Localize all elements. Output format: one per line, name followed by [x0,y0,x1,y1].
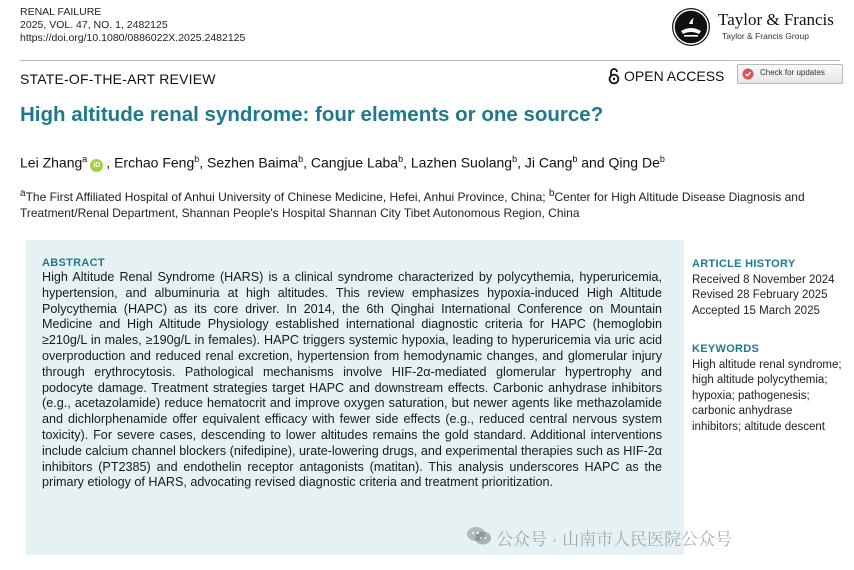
received-date: Received 8 November 2024 [692,273,835,286]
author-affiliation-marker: b [194,154,200,164]
abstract-heading: ABSTRACT [42,257,105,269]
affiliation-a-marker: a [20,188,26,199]
paper-title: High altitude renal syndrome: four elements or one source? [20,103,604,126]
author-name[interactable]: Lei Zhang [20,154,83,171]
author-name[interactable]: Erchao Feng [114,154,195,171]
open-access-label: OPEN ACCESS [624,68,725,84]
abstract-text: High Altitude Renal Syndrome (HARS) is a clinical syndrome characterized by polycythemia, hyperuricemia, hypertension, and albuminuria at high altitudes. This review emphasizes hypoxia-induced High Altitude Polycythemia (HAPC) as its core driver. In 2014, the 6th Qinghai International Conference on Mountain Medicine and High Altitude Physiology established international diagnostic criteria for HAPC (hemoglobin ≥210g/L in males, ≥190g/L in females). HAPC triggers systemic hypoxia, leading to hyperuricemia via uric acid overproduction and reduced renal excretion, hypertension from hemodynamic changes, and glomerular injury through erythrocytosis. Pathological mechanisms involve HIF-2α-mediated glomerular hypertrophy and podocyte damage. Treatment strategies target HAPC and downstream effects. Carbonic anhydrase inhibitors (e.g., acetazolamide) reduce hematocrit and improve oxygen saturation, but newer agents like methazolamide and dichlorphenamide offer equivalent efficacy with fewer side effects (e.g., reduced central nervous system toxicity). For severe cases, descending to lower altitudes remains the gold standard. Additional interventions include calcium channel blockers (nifedipine), urate-lowering drugs, and experimental therapies such as HIF-2α inhibitors (PT2385) and endothelin receptor antagonists (matitan). This analysis underscores HAPC as the primary etiology of HARS, advocating revised diagnostic criteria and treatment prioritization. [42,270,662,490]
accepted-date: Accepted 15 March 2025 [692,304,820,317]
author-name[interactable]: Lazhen Suolang [410,154,513,171]
journal-volume: 2025, VOL. 47, NO. 1, 2482125 [20,19,168,31]
keywords-heading: KEYWORDS [692,343,760,355]
publisher-name: Taylor & Francis [718,10,834,29]
revised-date: Revised 28 February 2025 [692,289,828,301]
author-name[interactable]: Ji Cang [524,154,573,171]
orcid-icon[interactable]: iD [90,159,103,172]
publisher-group: Taylor & Francis Group [722,31,809,41]
author-name[interactable]: Qing De [608,154,660,171]
author-name[interactable]: Cangjue Laba [310,154,399,171]
wechat-icon [466,526,492,546]
journal-meta [20,6,245,45]
check-updates-icon [742,68,754,80]
author-separator: , [403,154,411,171]
affiliations [20,186,840,221]
watermark-text: 公众号 · 山南市人民医院公众号 [496,530,733,549]
author-affiliation-marker: b [398,154,404,164]
header-divider [20,60,840,61]
author-affiliation-marker: b [572,154,578,164]
author-affiliation-marker: b [298,154,304,164]
article-history-heading: ARTICLE HISTORY [692,258,796,270]
journal-name: RENAL FAILURE [20,6,102,18]
author-separator: , [517,154,525,171]
author-name[interactable]: Sezhen Baima [207,154,299,171]
author-separator: , [303,154,311,171]
check-updates-label: Check for updates [760,68,825,77]
publisher-lamp-icon [672,8,710,46]
affiliation-b: Center for High Altitude Disease Diagnosis and Treatment/Renal Department, Shannan People's Hospital Shannan City Tibet Autonomous Region, China [20,190,805,220]
author-list [20,154,665,172]
publisher-logo[interactable] [672,8,847,50]
author-affiliation-marker: b [659,154,665,164]
author-separator: , [199,154,208,171]
affiliation-a: The First Affiliated Hospital of Anhui University of Chinese Medicine, Hefei, Anhui Province, China; [25,190,549,204]
article-type: STATE-OF-THE-ART REVIEW [20,71,216,87]
keywords-section [692,342,842,435]
keywords-text: High altitude renal syndrome; high altitude polycythemia; hypoxia; pathogenesis; carbonic anhydrase inhibitors; altitude descent [692,358,842,433]
author-separator: and [577,154,609,171]
affiliation-b-marker: b [548,188,555,199]
author-separator: , [106,154,115,171]
author-affiliation-marker: b [512,154,518,164]
doi-link[interactable]: https://doi.org/10.1080/0886022X.2025.2482125 [20,32,246,44]
open-access-lock-icon [607,67,621,85]
author-affiliation-marker: a [82,154,88,164]
article-history [692,257,842,319]
check-for-updates-button[interactable] [737,64,843,84]
